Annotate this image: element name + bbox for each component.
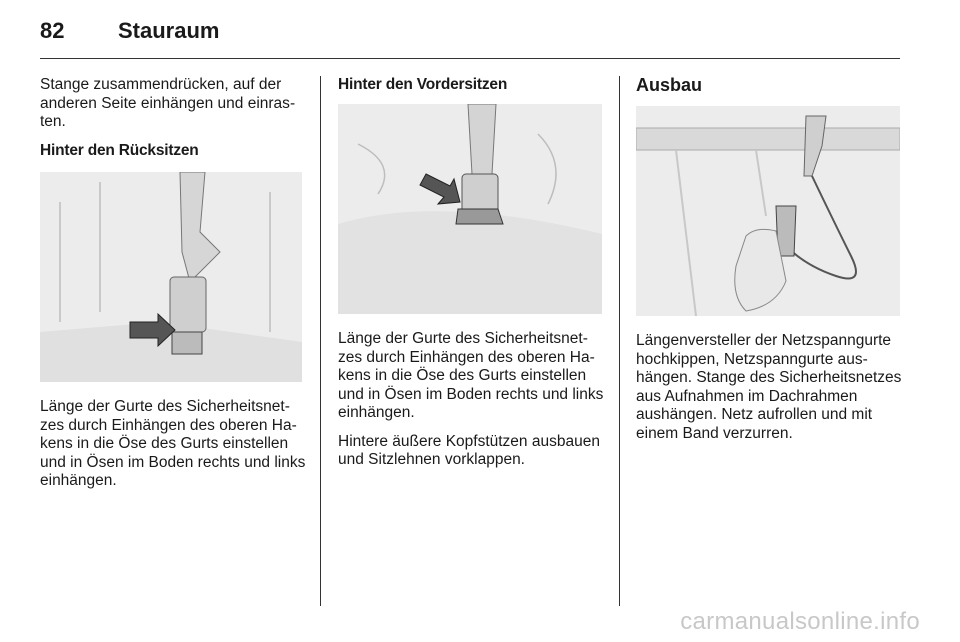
- page-title: Stauraum: [118, 18, 220, 43]
- caption-rear-seats: Länge der Gurte des Sicherheitsnetzes durch Einhängen des oberen Hakens in die Öse des Gurts einstellen und in Ösen im Boden rechts und links einhängen.: [40, 398, 306, 489]
- column-1-caption: [40, 398, 306, 501]
- figure-removal: [636, 106, 900, 316]
- column-1: [40, 76, 306, 170]
- column-divider-2: [619, 76, 620, 606]
- figure-front-seats: [338, 104, 602, 314]
- column-3-caption: [636, 332, 904, 453]
- illustration-rear-seat-belt: [40, 172, 302, 382]
- column-2: [338, 76, 606, 105]
- figure-rear-seats: [40, 172, 302, 382]
- intro-paragraph: Stange zusammendrücken, auf der anderen Seite einhängen und einrasten.: [40, 76, 296, 130]
- section-head-removal: Ausbau: [636, 75, 703, 95]
- page-number: 82: [40, 18, 65, 43]
- caption-removal: Längenversteller der Netzspanngurte hochkippen, Netzspanngurte aushängen. Stange des Sicherheitsnetzes aus Aufnahmen im Dachrahmen aushängen. Netz aufrollen und mit einem Band verzurren.: [636, 332, 902, 442]
- illustration-net-removal: [636, 106, 900, 316]
- header-rule: [40, 58, 900, 59]
- column-2-caption: [338, 330, 606, 480]
- subhead-rear-seats: Hinter den Rücksitzen: [40, 141, 199, 159]
- subhead-front-seats: Hinter den Vordersitzen: [338, 76, 508, 93]
- column-3: [636, 76, 902, 95]
- caption-headrests: Hintere äußere Kopfstützen ausbauen und Sitzlehnen vorklappen.: [338, 432, 600, 468]
- caption-front-seats: Länge der Gurte des Sicherheitsnetzes durch Einhängen des oberen Hakens in die Öse des Gurts einstellen und in Ösen im Boden rechts und links einhängen.: [338, 330, 604, 421]
- column-divider-1: [320, 76, 321, 606]
- watermark: carmanualsonline.info: [680, 608, 920, 635]
- illustration-front-seat-belt: [338, 104, 602, 314]
